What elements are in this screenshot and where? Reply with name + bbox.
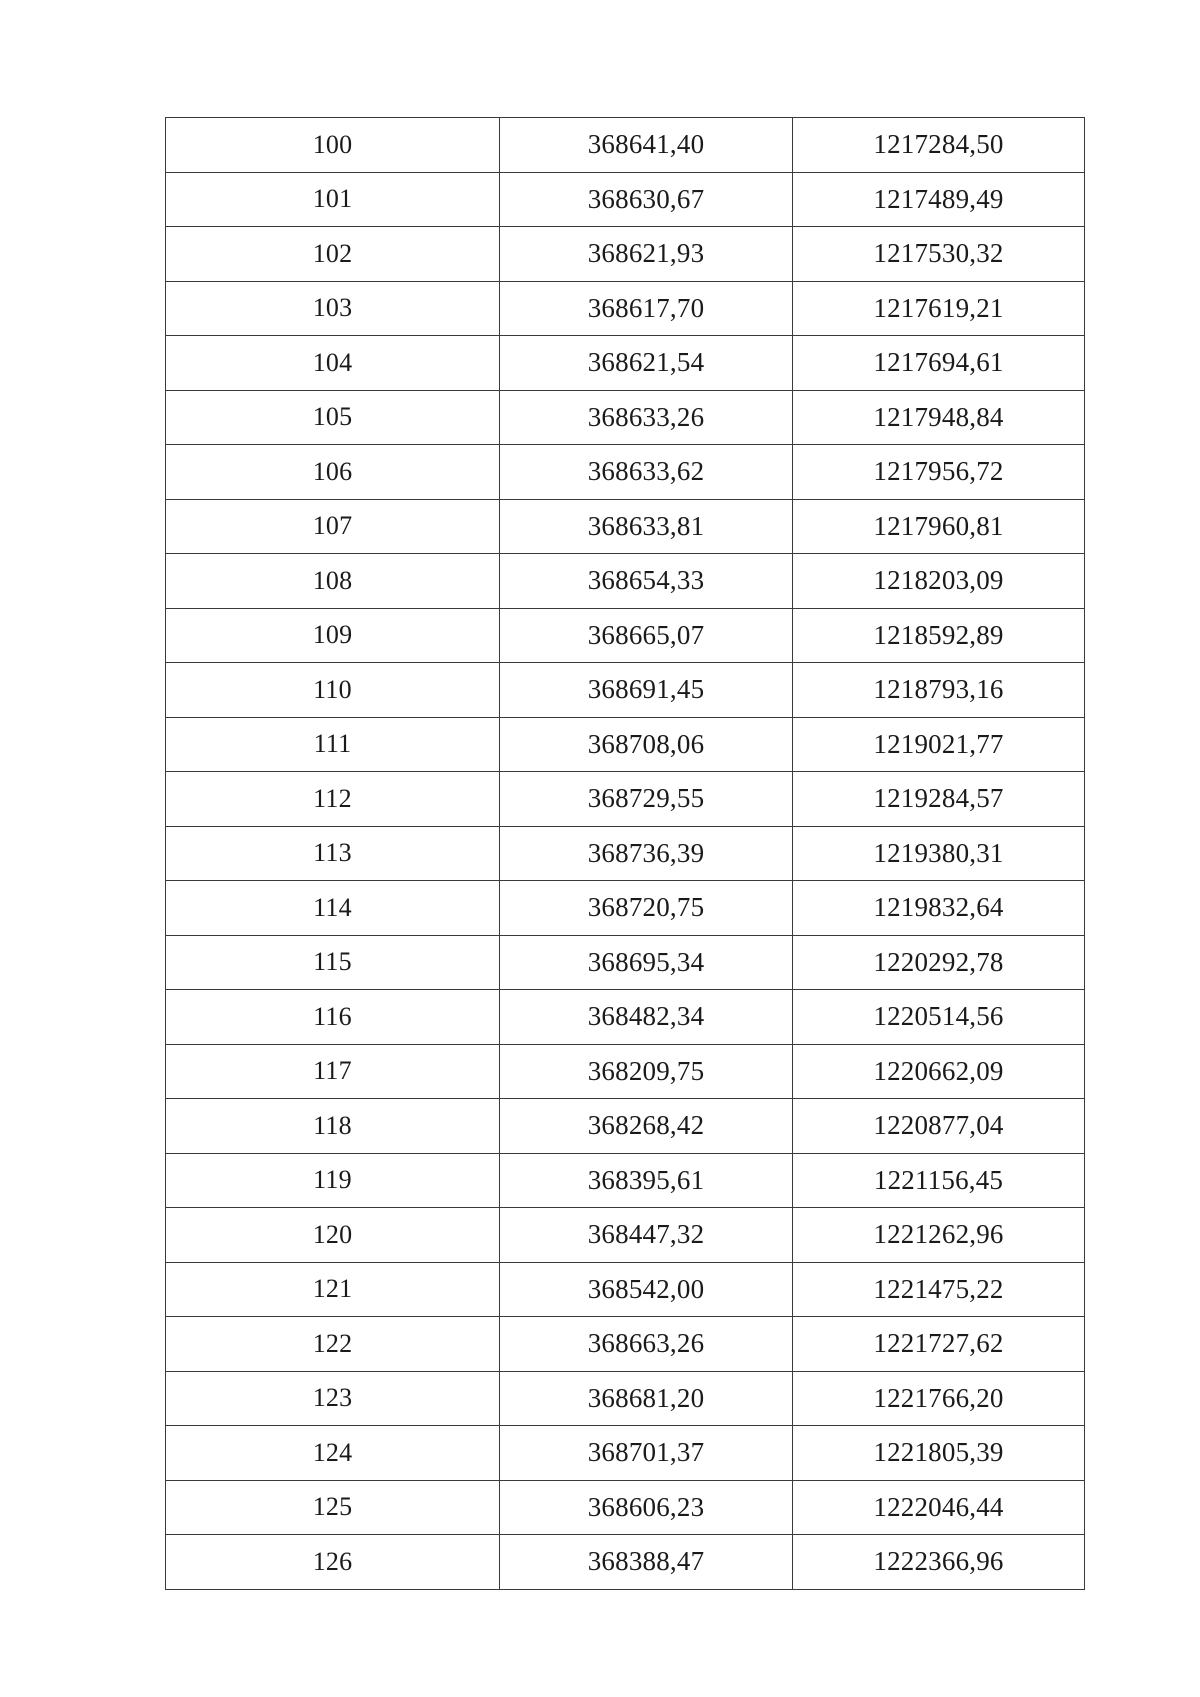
x-coordinate-cell: 368633,62 <box>500 445 793 500</box>
table-row <box>166 772 1085 827</box>
table-row <box>166 935 1085 990</box>
x-coordinate-cell: 368654,33 <box>500 554 793 609</box>
point-number-cell: 122 <box>166 1317 500 1372</box>
x-coordinate-cell: 368606,23 <box>500 1480 793 1535</box>
y-coordinate-cell: 1217694,61 <box>793 336 1085 391</box>
y-coordinate-cell: 1221727,62 <box>793 1317 1085 1372</box>
point-number-cell: 119 <box>166 1153 500 1208</box>
point-number-cell: 115 <box>166 935 500 990</box>
point-number-cell: 106 <box>166 445 500 500</box>
y-coordinate-cell: 1218592,89 <box>793 608 1085 663</box>
table-row <box>166 990 1085 1045</box>
x-coordinate-cell: 368388,47 <box>500 1535 793 1590</box>
x-coordinate-cell: 368681,20 <box>500 1371 793 1426</box>
x-coordinate-cell: 368633,26 <box>500 390 793 445</box>
point-number-cell: 109 <box>166 608 500 663</box>
point-number-cell: 105 <box>166 390 500 445</box>
table-row <box>166 1099 1085 1154</box>
point-number-cell: 118 <box>166 1099 500 1154</box>
y-coordinate-cell: 1221766,20 <box>793 1371 1085 1426</box>
y-coordinate-cell: 1217619,21 <box>793 281 1085 336</box>
y-coordinate-cell: 1220877,04 <box>793 1099 1085 1154</box>
x-coordinate-cell: 368691,45 <box>500 663 793 718</box>
table-row <box>166 227 1085 282</box>
table-row <box>166 336 1085 391</box>
y-coordinate-cell: 1217284,50 <box>793 118 1085 173</box>
point-number-cell: 101 <box>166 172 500 227</box>
table-row <box>166 172 1085 227</box>
y-coordinate-cell: 1220292,78 <box>793 935 1085 990</box>
table-row <box>166 1153 1085 1208</box>
y-coordinate-cell: 1222046,44 <box>793 1480 1085 1535</box>
table-row <box>166 1535 1085 1590</box>
point-number-cell: 117 <box>166 1044 500 1099</box>
point-number-cell: 112 <box>166 772 500 827</box>
table-row <box>166 445 1085 500</box>
y-coordinate-cell: 1217489,49 <box>793 172 1085 227</box>
table-row <box>166 608 1085 663</box>
point-number-cell: 100 <box>166 118 500 173</box>
x-coordinate-cell: 368542,00 <box>500 1262 793 1317</box>
point-number-cell: 102 <box>166 227 500 282</box>
y-coordinate-cell: 1221156,45 <box>793 1153 1085 1208</box>
x-coordinate-cell: 368447,32 <box>500 1208 793 1263</box>
table-row <box>166 1371 1085 1426</box>
y-coordinate-cell: 1217960,81 <box>793 499 1085 554</box>
y-coordinate-cell: 1221475,22 <box>793 1262 1085 1317</box>
y-coordinate-cell: 1217956,72 <box>793 445 1085 500</box>
table-row <box>166 499 1085 554</box>
y-coordinate-cell: 1222366,96 <box>793 1535 1085 1590</box>
x-coordinate-cell: 368708,06 <box>500 717 793 772</box>
table-row <box>166 717 1085 772</box>
table-row <box>166 881 1085 936</box>
table-row <box>166 1317 1085 1372</box>
y-coordinate-cell: 1218203,09 <box>793 554 1085 609</box>
table-row <box>166 1426 1085 1481</box>
x-coordinate-cell: 368268,42 <box>500 1099 793 1154</box>
table-row <box>166 1262 1085 1317</box>
table-row <box>166 390 1085 445</box>
y-coordinate-cell: 1221805,39 <box>793 1426 1085 1481</box>
point-number-cell: 107 <box>166 499 500 554</box>
x-coordinate-cell: 368736,39 <box>500 826 793 881</box>
point-number-cell: 126 <box>166 1535 500 1590</box>
x-coordinate-cell: 368395,61 <box>500 1153 793 1208</box>
point-number-cell: 103 <box>166 281 500 336</box>
table-row <box>166 554 1085 609</box>
point-number-cell: 104 <box>166 336 500 391</box>
x-coordinate-cell: 368621,54 <box>500 336 793 391</box>
x-coordinate-cell: 368617,70 <box>500 281 793 336</box>
x-coordinate-cell: 368663,26 <box>500 1317 793 1372</box>
point-number-cell: 121 <box>166 1262 500 1317</box>
x-coordinate-cell: 368695,34 <box>500 935 793 990</box>
x-coordinate-cell: 368630,67 <box>500 172 793 227</box>
y-coordinate-cell: 1219021,77 <box>793 717 1085 772</box>
coordinates-table-body <box>166 118 1085 1590</box>
y-coordinate-cell: 1219284,57 <box>793 772 1085 827</box>
x-coordinate-cell: 368209,75 <box>500 1044 793 1099</box>
point-number-cell: 114 <box>166 881 500 936</box>
table-row <box>166 663 1085 718</box>
table-row <box>166 281 1085 336</box>
y-coordinate-cell: 1217948,84 <box>793 390 1085 445</box>
x-coordinate-cell: 368720,75 <box>500 881 793 936</box>
point-number-cell: 120 <box>166 1208 500 1263</box>
x-coordinate-cell: 368621,93 <box>500 227 793 282</box>
y-coordinate-cell: 1221262,96 <box>793 1208 1085 1263</box>
x-coordinate-cell: 368665,07 <box>500 608 793 663</box>
y-coordinate-cell: 1218793,16 <box>793 663 1085 718</box>
point-number-cell: 125 <box>166 1480 500 1535</box>
x-coordinate-cell: 368729,55 <box>500 772 793 827</box>
table-row <box>166 1480 1085 1535</box>
point-number-cell: 124 <box>166 1426 500 1481</box>
y-coordinate-cell: 1220514,56 <box>793 990 1085 1045</box>
table-row <box>166 118 1085 173</box>
point-number-cell: 110 <box>166 663 500 718</box>
point-number-cell: 113 <box>166 826 500 881</box>
point-number-cell: 116 <box>166 990 500 1045</box>
y-coordinate-cell: 1219380,31 <box>793 826 1085 881</box>
y-coordinate-cell: 1217530,32 <box>793 227 1085 282</box>
table-row <box>166 826 1085 881</box>
x-coordinate-cell: 368482,34 <box>500 990 793 1045</box>
table-row <box>166 1044 1085 1099</box>
point-number-cell: 123 <box>166 1371 500 1426</box>
x-coordinate-cell: 368633,81 <box>500 499 793 554</box>
x-coordinate-cell: 368641,40 <box>500 118 793 173</box>
point-number-cell: 108 <box>166 554 500 609</box>
point-number-cell: 111 <box>166 717 500 772</box>
y-coordinate-cell: 1219832,64 <box>793 881 1085 936</box>
coordinates-table <box>165 117 1085 1590</box>
y-coordinate-cell: 1220662,09 <box>793 1044 1085 1099</box>
table-row <box>166 1208 1085 1263</box>
x-coordinate-cell: 368701,37 <box>500 1426 793 1481</box>
